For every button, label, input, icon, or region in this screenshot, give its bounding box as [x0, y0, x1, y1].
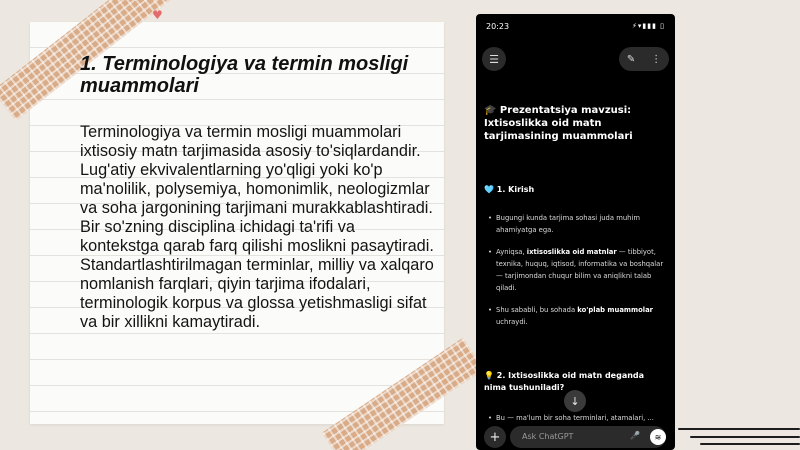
section-heading-intro: 🩵 1. Kirish — [484, 185, 535, 194]
menu-icon: ☰ — [489, 52, 499, 66]
arrow-down-icon: ↓ — [570, 394, 580, 408]
decorative-scribble — [678, 428, 800, 430]
decorative-scribble — [700, 443, 800, 445]
status-time: 20:23 — [486, 22, 510, 31]
list-item: • Bugungi kunda tarjima sohasi juda muhim ahamiyatga ega. — [488, 212, 666, 236]
plus-icon: + — [489, 429, 501, 445]
chat-top-bar — [476, 47, 675, 73]
slide-body-text: Terminologiya va termin mosligi muammolari ixtisosiy matn tarjimasida asosiy to'siqlardandir. Lug'atiy ekvivalentlarning yo'qligi yoki ko'p ma'nolilik, polysemiya, homonimlik, neologizmlar va soha jargonining tarjimani murakkablashtiradi. Bir so'zning disciplina ichidagi ta'rifi va kontekstga qarab farq qilishi moslikni pasaytiradi. Standartlashtirilmagan terminlar, milliy va xalqaro nomlanish farqlari, qiyin tarjima ifodalari, terminologik korpus va glossa yetishmasligi sifat va bir xillikni kamaytiradi. — [80, 123, 434, 331]
menu-button[interactable] — [482, 47, 506, 71]
scroll-down-button[interactable] — [564, 390, 586, 412]
phone-screenshot — [476, 14, 675, 450]
microphone-icon[interactable]: 🎤 — [630, 431, 640, 440]
heart-icon: ♥ — [152, 8, 163, 22]
message-composer — [480, 426, 671, 450]
attach-button[interactable] — [484, 426, 506, 448]
list-item: • Shu sababli, bu sohada ko'plab muammolar uchraydi. — [488, 304, 666, 328]
chat-heading: 🎓 Prezentatsiya mavzusi: Ixtisoslikka oid matn tarjimasining muammolari — [484, 105, 633, 142]
section-heading-definition: 💡 2. Ixtisoslikka oid matn deganda nima tushuniladi? — [484, 371, 645, 392]
voice-mode-button[interactable] — [650, 429, 666, 445]
waveform-icon: ≋ — [654, 432, 662, 442]
decorative-scribble — [690, 436, 800, 438]
top-actions-pill — [619, 47, 669, 71]
ask-input[interactable]: Ask ChatGPT — [510, 426, 666, 448]
list-item: • Bu — ma'lum bir soha terminlari, atamalari, ... — [488, 412, 666, 424]
edit-icon[interactable]: ✎ — [626, 53, 636, 65]
slide-title: 1. Terminologiya va termin mosligi muammolari — [80, 53, 409, 97]
list-item: • Ayniqsa, ixtisoslikka oid matnlar — tibbiyot, texnika, huquq, iqtisod, informatika va boshqalar — tarjimondan chuqur bilim va aniqlikni talab qiladi. — [488, 246, 666, 294]
status-bar — [476, 14, 675, 38]
status-icons: ⚡▾▮▮▮ ▯ — [631, 22, 665, 30]
more-vertical-icon[interactable]: ⋮ — [651, 53, 662, 65]
